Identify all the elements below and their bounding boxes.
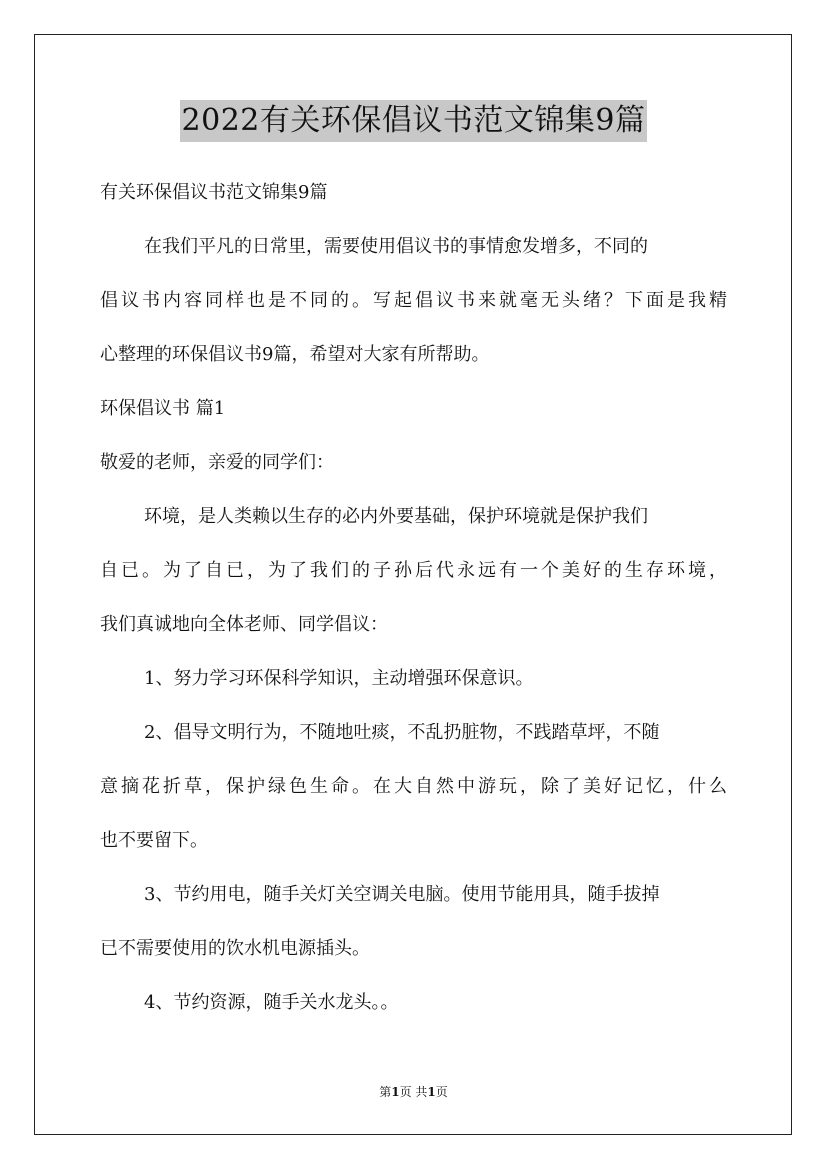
footer-page-number: 1 <box>391 1085 400 1099</box>
body-line: 心整理的环保倡议书9篇，希望对大家有所帮助。 <box>100 344 490 365</box>
body-line: 我们真诚地向全体老师、同学倡议： <box>100 614 388 635</box>
list-item-line: 已不需要使用的饮水机电源插头。 <box>100 938 370 959</box>
body-line: 在我们平凡的日常里，需要使用倡议书的事情愈发增多，不同的 <box>144 236 648 257</box>
footer-total-suffix: 页 <box>435 1085 448 1099</box>
subtitle-line: 有关环保倡议书范文锦集9篇 <box>100 182 328 203</box>
list-item-line: 2、倡导文明行为，不随地吐痰，不乱扔脏物，不践踏草坪，不随 <box>144 722 660 743</box>
title-container <box>0 100 827 142</box>
list-item-line: 4、节约资源，随手关水龙头。。 <box>144 992 399 1013</box>
body-line: 自已。为了自已，为了我们的子孙后代永远有一个美好的生存环境， <box>100 560 727 581</box>
footer-total-pages: 1 <box>427 1085 436 1099</box>
list-item-line: 也不要留下。 <box>100 830 208 851</box>
footer-page-prefix: 第 <box>379 1085 392 1099</box>
list-item-line: 意摘花折草，保护绿色生命。在大自然中游玩，除了美好记忆，什么 <box>100 776 727 797</box>
list-item-line: 1、努力学习环保科学知识，主动增强环保意识。 <box>144 668 534 689</box>
body-line: 环境，是人类赖以生存的必内外要基础，保护环境就是保护我们 <box>144 506 648 527</box>
salutation-line: 敬爱的老师，亲爱的同学们： <box>100 452 334 473</box>
page-footer <box>0 1084 827 1100</box>
footer-page-suffix: 页 共 <box>399 1085 428 1099</box>
section-heading: 环保倡议书 篇1 <box>100 398 226 419</box>
body-line: 倡议书内容同样也是不同的。写起倡议书来就毫无头绪？下面是我精 <box>100 290 727 311</box>
document-title: 2022有关环保倡议书范文锦集9篇 <box>180 100 648 142</box>
list-item-line: 3、节约用电，随手关灯关空调关电脑。使用节能用具，随手拔掉 <box>144 884 660 905</box>
